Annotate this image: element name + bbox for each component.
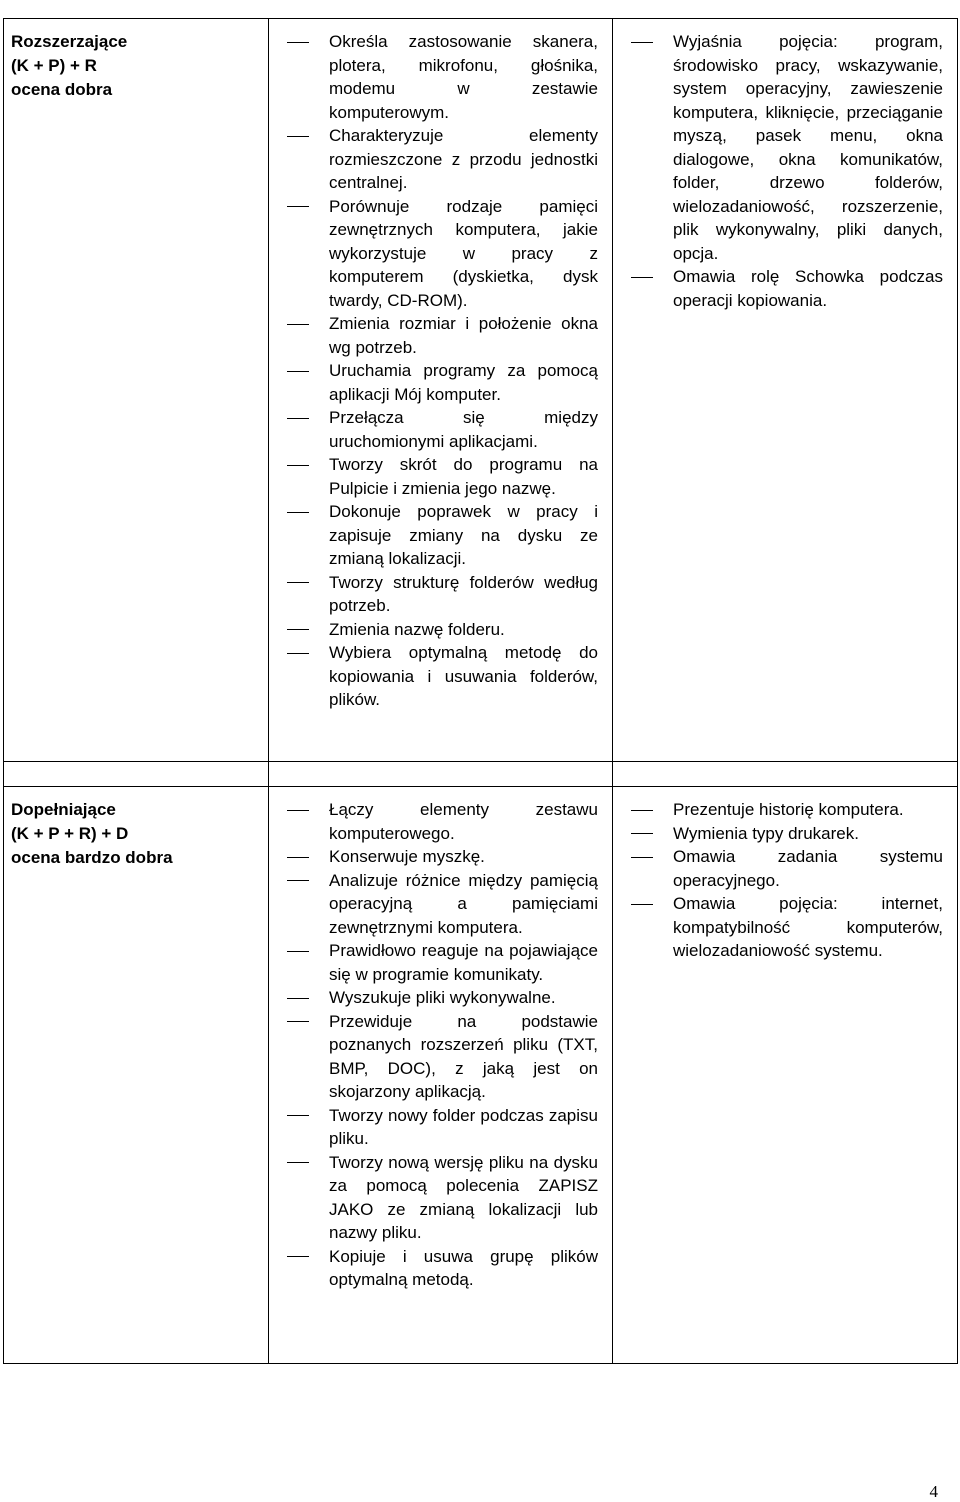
page-number: 4 <box>929 1482 938 1501</box>
level-heading <box>4 787 268 870</box>
list-item: Analizuje różnice między pamięcią operacyjną a pamięciami zewnętrznymi komputera. <box>269 869 598 940</box>
level-formula: (K + P) + R <box>11 56 97 75</box>
level-grade: ocena bardzo dobra <box>11 848 173 867</box>
list-item: Wybiera optymalną metodę do kopiowania i usuwania folderów, plików. <box>269 641 598 712</box>
level-name: Dopełniające <box>11 800 116 819</box>
table-row <box>4 19 958 762</box>
list-item: Wyszukuje pliki wykonywalne. <box>269 986 598 1010</box>
level-formula: (K + P + R) + D <box>11 824 129 843</box>
basic-skills-cell <box>269 787 613 1364</box>
list-item: Uruchamia programy za pomocą aplikacji Mój komputer. <box>269 359 598 406</box>
level-cell <box>4 19 269 762</box>
list-item: Przełącza się między uruchomionymi aplikacjami. <box>269 406 598 453</box>
requirements-table <box>3 18 958 1364</box>
level-cell <box>4 787 269 1364</box>
list-item: Konserwuje myszkę. <box>269 845 598 869</box>
list-item: Charakteryzuje elementy rozmieszczone z przodu jednostki centralnej. <box>269 124 598 195</box>
table-row <box>4 787 958 1364</box>
list-item: Tworzy nową wersję pliku na dysku za pomocą polecenia ZAPISZ JAKO ze zmianą lokalizacji lub nazwy pliku. <box>269 1151 598 1245</box>
list-item: Zmienia nazwę folderu. <box>269 618 598 642</box>
list-item: Wyjaśnia pojęcia: program, środowisko pracy, wskazywanie, system operacyjny, zawieszenie komputera, kliknięcie, przeciąganie myszą, pasek menu, okna dialogowe, okna komunikatów, folder, drzewo folderów, wielozadaniowość, rozszerzenie, plik wykonywalny, pliki danych, opcja. <box>613 30 943 265</box>
list-item: Kopiuje i usuwa grupę plików optymalną metodą. <box>269 1245 598 1292</box>
skills-list <box>269 787 612 1292</box>
list-item: Tworzy skrót do programu na Pulpicie i zmienia jego nazwę. <box>269 453 598 500</box>
skills-list <box>269 19 612 712</box>
list-item: Prawidłowo reaguje na pojawiające się w programie komunikaty. <box>269 939 598 986</box>
knowledge-list <box>613 787 957 963</box>
knowledge-cell <box>613 19 958 762</box>
knowledge-cell <box>613 787 958 1364</box>
knowledge-list <box>613 19 957 312</box>
list-item: Łączy elementy zestawu komputerowego. <box>269 798 598 845</box>
list-item: Określa zastosowanie skanera, plotera, mikrofonu, głośnika, modemu w zestawie komputerowym. <box>269 30 598 124</box>
list-item: Wymienia typy drukarek. <box>613 822 943 846</box>
list-item: Przewiduje na podstawie poznanych rozszerzeń pliku (TXT, BMP, DOC), z jaką jest on skojarzony aplikacją. <box>269 1010 598 1104</box>
row-gap <box>4 762 958 787</box>
list-item: Tworzy strukturę folderów według potrzeb. <box>269 571 598 618</box>
list-item: Omawia zadania systemu operacyjnego. <box>613 845 943 892</box>
level-grade: ocena dobra <box>11 80 113 99</box>
list-item: Zmienia rozmiar i położenie okna wg potrzeb. <box>269 312 598 359</box>
list-item: Prezentuje historię komputera. <box>613 798 943 822</box>
list-item: Porównuje rodzaje pamięci zewnętrznych komputera, jakie wykorzystuje w pracy z komputerem (dyskietka, dysk twardy, CD-ROM). <box>269 195 598 313</box>
level-name: Rozszerzające <box>11 32 128 51</box>
list-item: Omawia pojęcia: internet, kompatybilność komputerów, wielozadaniowość systemu. <box>613 892 943 963</box>
level-heading <box>4 19 268 102</box>
list-item: Tworzy nowy folder podczas zapisu pliku. <box>269 1104 598 1151</box>
basic-skills-cell <box>269 19 613 762</box>
list-item: Omawia rolę Schowka podczas operacji kopiowania. <box>613 265 943 312</box>
list-item: Dokonuje poprawek w pracy i zapisuje zmiany na dysku ze zmianą lokalizacji. <box>269 500 598 571</box>
